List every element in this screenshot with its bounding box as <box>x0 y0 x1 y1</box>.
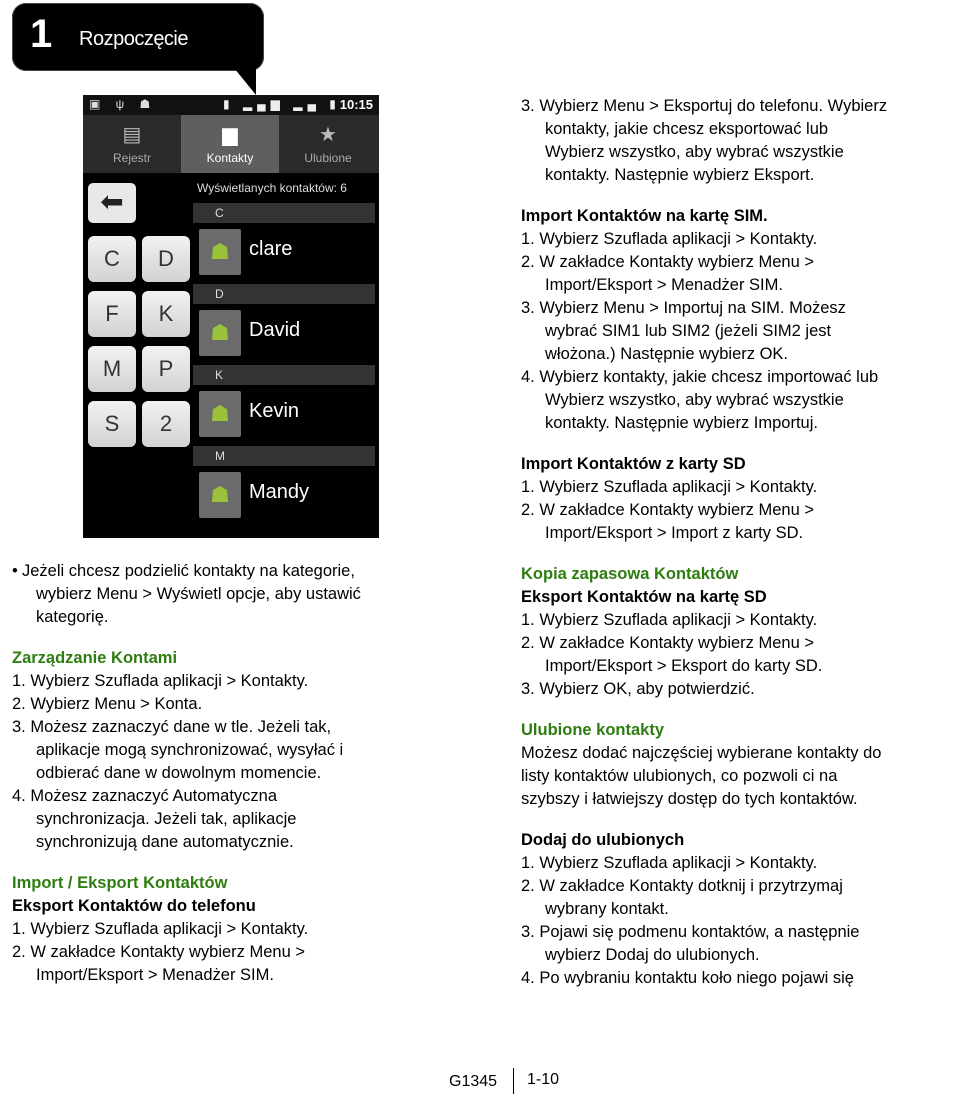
contact-item[interactable] <box>193 466 375 524</box>
star-icon: ★ <box>319 124 337 146</box>
body-text: szybszy i łatwiejszy dostęp do tych kontaktów. <box>521 790 858 808</box>
letter-button[interactable]: M <box>88 346 136 392</box>
status-time: 10:15 <box>339 97 373 112</box>
contact-item[interactable] <box>193 223 375 281</box>
step-text: kontakty. Następnie wybierz Importuj. <box>545 414 818 432</box>
step-text: Import/Eksport > Eksport do karty SD. <box>545 657 823 675</box>
section-heading: Ulubione kontakty <box>521 721 665 739</box>
android-avatar-icon: ☗ <box>199 229 241 275</box>
step-text: kontakty, jakie chcesz eksportować lub <box>545 120 829 138</box>
subsection-heading: Eksport Kontaktów na kartę SD <box>521 588 767 606</box>
contact-name: clare <box>249 238 293 260</box>
step-text: 2. Wybierz Menu > Konta. <box>12 695 203 713</box>
bullet-text: wybierz Menu > Wyświetl opcje, aby ustawić <box>36 585 361 603</box>
bullet-text: kategorię. <box>36 608 109 626</box>
contact-name: Mandy <box>249 481 310 503</box>
step-text: 4. Wybierz kontakty, jakie chcesz importować lub <box>521 368 879 386</box>
step-text: Import/Eksport > Import z karty SD. <box>545 524 804 542</box>
step-text: 3. Możesz zaznaczyć dane w tle. Jeżeli tak, <box>12 718 332 736</box>
step-text: 2. W zakładce Kontakty dotknij i przytrzymaj <box>521 877 843 895</box>
step-text: 1. Wybierz Szuflada aplikacji > Kontakty. <box>12 920 309 938</box>
footer-model: G1345 <box>449 1073 498 1090</box>
page-number: 1-10 <box>527 1071 560 1088</box>
section-heading: Import / Eksport Kontaktów <box>12 874 228 892</box>
chapter-number: 1 <box>30 12 53 56</box>
body-text: listy kontaktów ulubionych, co pozwoli ci na <box>521 767 838 785</box>
tab-contacts[interactable] <box>181 115 279 173</box>
step-text: 2. W zakładce Kontakty wybierz Menu > <box>12 943 306 961</box>
section-heading: Zarządzanie Kontami <box>12 649 178 667</box>
tab-label: Rejestr <box>112 151 151 165</box>
notification-icons: ▣ ψ ☗ <box>89 97 157 111</box>
step-text: 1. Wybierz Szuflada aplikacji > Kontakty. <box>521 611 818 629</box>
section-header: C <box>193 203 375 223</box>
contacts-tab-bar <box>83 115 379 173</box>
step-text: 3. Wybierz OK, aby potwierdzić. <box>521 680 755 698</box>
contact-item[interactable] <box>193 385 375 443</box>
status-bar <box>83 95 379 115</box>
bullet-text: • Jeżeli chcesz podzielić kontakty na kategorie, <box>12 560 452 583</box>
letter-button[interactable]: 2 <box>142 401 190 447</box>
letter-button[interactable]: K <box>142 291 190 337</box>
step-text: 1. Wybierz Szuflada aplikacji > Kontakty. <box>521 478 818 496</box>
tab-label: Ulubione <box>304 151 352 165</box>
letter-button[interactable]: C <box>88 236 136 282</box>
tab-label: Kontakty <box>206 151 254 165</box>
step-text: 4. Możesz zaznaczyć Automatyczna <box>12 787 278 805</box>
step-text: 1. Wybierz Szuflada aplikacji > Kontakty. <box>521 230 818 248</box>
step-text: 3. Pojawi się podmenu kontaktów, a następnie <box>521 923 860 941</box>
subsection-heading: Import Kontaktów na kartę SIM. <box>521 207 768 225</box>
step-text: odbierać dane w dowolnym momencie. <box>36 764 322 782</box>
step-text: kontakty. Następnie wybierz Eksport. <box>545 166 815 184</box>
back-button[interactable] <box>88 183 136 223</box>
step-text: 1. Wybierz Szuflada aplikacji > Kontakty. <box>12 672 309 690</box>
step-text: 2. W zakładce Kontakty wybierz Menu > <box>521 501 815 519</box>
letter-button[interactable]: D <box>142 236 190 282</box>
section-header: K <box>193 365 375 385</box>
android-avatar-icon: ☗ <box>199 472 241 518</box>
left-column <box>12 560 452 987</box>
step-text: aplikacje mogą synchronizować, wysyłać i <box>36 741 344 759</box>
step-text: Wybierz wszystko, aby wybrać wszystkie <box>545 391 844 409</box>
footer-separator <box>513 1068 514 1094</box>
section-heading: Kopia zapasowa Kontaktów <box>521 565 739 583</box>
step-text: Wybierz wszystko, aby wybrać wszystkie <box>545 143 844 161</box>
section-header: M <box>193 446 375 466</box>
letter-button[interactable]: P <box>142 346 190 392</box>
letter-button[interactable]: F <box>88 291 136 337</box>
section-header: D <box>193 284 375 304</box>
phone-screenshot <box>83 95 379 538</box>
step-text: Import/Eksport > Menadżer SIM. <box>545 276 783 294</box>
subsection-heading: Eksport Kontaktów do telefonu <box>12 897 256 915</box>
letter-button[interactable]: S <box>88 401 136 447</box>
tab-favorites[interactable] <box>279 115 377 173</box>
step-text: wybrać SIM1 lub SIM2 (jeżeli SIM2 jest <box>545 322 832 340</box>
step-text: Import/Eksport > Menadżer SIM. <box>36 966 274 984</box>
step-text: 4. Po wybraniu kontaktu koło niego pojawi się <box>521 969 854 987</box>
step-text: synchronizacja. Jeżeli tak, aplikacje <box>36 810 297 828</box>
step-text: wybrany kontakt. <box>545 900 669 918</box>
right-column <box>521 95 960 990</box>
contact-item[interactable] <box>193 304 375 362</box>
android-avatar-icon: ☗ <box>199 310 241 356</box>
step-text: 1. Wybierz Szuflada aplikacji > Kontakty. <box>521 854 818 872</box>
step-text: 3. Wybierz Menu > Importuj na SIM. Możesz <box>521 299 846 317</box>
back-arrow-icon: ⬅ <box>100 186 124 217</box>
call-log-icon: ▤ <box>122 124 142 146</box>
step-text: włożona.) Następnie wybierz OK. <box>545 345 789 363</box>
step-text: 3. Wybierz Menu > Eksportuj do telefonu. Wybierz <box>521 97 888 115</box>
step-text: synchronizują dane automatycznie. <box>36 833 294 851</box>
body-text: Możesz dodać najczęściej wybierane kontakty do <box>521 744 882 762</box>
chapter-tab <box>12 3 264 71</box>
subsection-heading: Import Kontaktów z karty SD <box>521 455 746 473</box>
step-text: wybierz Dodaj do ulubionych. <box>545 946 760 964</box>
subsection-heading: Dodaj do ulubionych <box>521 831 685 849</box>
android-avatar-icon: ☗ <box>199 391 241 437</box>
contact-name: David <box>249 319 301 341</box>
step-text: 2. W zakładce Kontakty wybierz Menu > <box>521 634 815 652</box>
contacts-icon: ▆ <box>222 124 238 146</box>
contacts-count: Wyświetlanych kontaktów: 6 <box>197 181 347 195</box>
tab-call-log[interactable] <box>83 115 181 173</box>
step-text: 2. W zakładce Kontakty wybierz Menu > <box>521 253 815 271</box>
chapter-title: Rozpoczęcie <box>79 28 189 50</box>
signal-icons: ▮ ▂▄▆ ▂▄ ▮ <box>223 97 341 111</box>
contact-name: Kevin <box>249 400 300 422</box>
